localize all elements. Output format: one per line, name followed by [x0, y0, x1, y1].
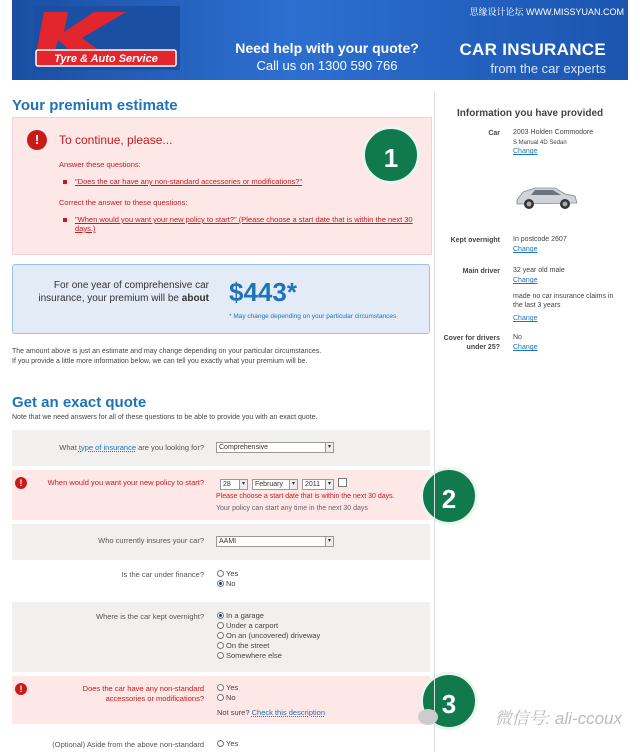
premium-box [12, 264, 430, 334]
error-title: To continue, please... [59, 133, 173, 147]
check-description-link[interactable]: Check this description [251, 708, 325, 717]
watermark-top: 思缘设计论坛 WWW.MISSYUAN.COM [469, 7, 624, 17]
kmart-logo[interactable] [34, 6, 180, 70]
cover-label: Cover for drivers under 25? [443, 335, 500, 351]
row-insurance-type [12, 430, 430, 466]
product-title-main: CAR INSURANCE [459, 40, 606, 59]
overnight-option-street[interactable]: On the street [217, 641, 269, 651]
chevron-down-icon: ▾ [289, 480, 297, 489]
start-date-note: Your policy can start any time in the next 30 days [216, 505, 368, 512]
car-image [513, 176, 579, 214]
car-value: 2003 Holden Commodore [513, 129, 594, 136]
product-title [459, 40, 606, 76]
row-start-date [12, 470, 430, 520]
exact-quote-heading: Get an exact quote [12, 394, 147, 411]
radio-icon [217, 652, 224, 659]
driver-value: 32 year old male [513, 267, 565, 274]
change-claims-link[interactable]: Change [513, 315, 538, 322]
start-date-error: Please choose a start date that is within the next 30 days. [216, 493, 395, 500]
change-kept-link[interactable]: Change [513, 246, 538, 253]
change-car-link[interactable]: Change [513, 148, 538, 155]
finance-no-radio[interactable]: No [217, 579, 236, 589]
answer-item-link[interactable]: "Does the car have any non-standard accessories or modifications?" [75, 177, 303, 186]
premium-note: * May change depending on your particular circumstances [229, 313, 397, 320]
mods-no-radio[interactable]: No [217, 693, 236, 703]
overnight-option-garage[interactable]: In a garage [217, 611, 264, 621]
driver-label: Main driver [462, 268, 500, 275]
chevron-down-icon: ▾ [325, 537, 333, 546]
kept-value: In postcode 2607 [513, 236, 567, 243]
claims-value: made no car insurance claims in the last 3 years [513, 293, 614, 309]
bullet [63, 180, 67, 184]
label-modifications: Does the car have any non-standard accessories or modifications? [82, 684, 204, 703]
current-insurer-select[interactable]: AAMI ▾ [216, 536, 334, 547]
label-optional: (Optional) Aside from the above non-standard [52, 740, 204, 749]
help-phone[interactable]: Call us on 1300 590 766 [256, 58, 398, 73]
radio-icon [217, 622, 224, 629]
chevron-down-icon: ▾ [239, 480, 247, 489]
bullet [63, 218, 67, 222]
kept-label: Kept overnight [450, 237, 500, 244]
row-overnight [12, 602, 430, 672]
info-sidebar [434, 92, 640, 752]
logo-text: Tyre & Auto Service [54, 53, 158, 65]
site-header [12, 0, 628, 80]
step-badge-1: 1 [362, 126, 420, 184]
calendar-icon[interactable] [338, 478, 347, 487]
row-current-insurer [12, 524, 430, 560]
insurance-type-select[interactable]: Comprehensive ▾ [216, 442, 334, 453]
change-cover-link[interactable]: Change [513, 344, 538, 351]
radio-icon [217, 684, 224, 691]
radio-selected-icon [217, 580, 224, 587]
label-current-insurer: Who currently insures your car? [98, 536, 204, 545]
overnight-option-carport[interactable]: Under a carport [217, 621, 278, 631]
start-day-select[interactable]: 28 ▾ [220, 479, 248, 490]
cover-value: No [513, 334, 522, 341]
car-label: Car [488, 130, 500, 137]
correct-label: Correct the answer to these questions: [59, 198, 188, 207]
error-icon: ! [15, 477, 27, 489]
radio-icon [217, 694, 224, 701]
wechat-icon [418, 709, 438, 725]
mods-yes-radio[interactable]: Yes [217, 683, 238, 693]
exact-quote-note: Note that we need answers for all of these questions to be able to provide you with an exact quote. [12, 414, 318, 421]
watermark-bottom: 微信号: ali-ccoux [494, 709, 622, 728]
overnight-option-driveway[interactable]: On an (uncovered) driveway [217, 631, 320, 641]
error-icon: ! [27, 130, 47, 150]
premium-amount: $443* [229, 277, 297, 307]
start-year-select[interactable]: 2011 ▾ [302, 479, 334, 490]
finance-yes-radio[interactable]: Yes [217, 569, 238, 579]
product-title-sub: from the car experts [490, 61, 606, 76]
label-overnight: Where is the car kept overnight? [96, 612, 204, 621]
premium-text: For one year of comprehensive car insurance, your premium will be about [38, 280, 209, 304]
estimate-disclaimer: The amount above is just an estimate and may change depending on your particular circumstances. If you provide a little more information below, we can tell you exactly what your premium will be. [12, 348, 322, 365]
estimate-heading: Your premium estimate [12, 97, 178, 114]
correct-item-link[interactable]: "When would you want your new policy to start?" (Please choose a start date that is within the next 30 days.) [75, 215, 413, 233]
optional-yes-radio[interactable]: Yes [217, 739, 238, 749]
radio-icon [217, 740, 224, 747]
label-insurance-type: What type of insurance are you looking for? [59, 443, 204, 452]
chevron-down-icon: ▾ [325, 443, 333, 452]
help-line-1: Need help with your quote? [235, 40, 419, 56]
answer-label: Answer these questions: [59, 160, 141, 169]
change-driver-link[interactable]: Change [513, 277, 538, 284]
type-of-insurance-link[interactable]: type of insurance [78, 443, 137, 452]
car-sub: S Manual 4D Sedan [513, 140, 567, 146]
radio-icon [217, 570, 224, 577]
help-callout [232, 40, 422, 73]
label-start-date: When would you want your new policy to start? [47, 478, 204, 487]
overnight-option-elsewhere[interactable]: Somewhere else [217, 651, 282, 661]
chevron-down-icon: ▾ [325, 480, 333, 489]
sidebar-title: Information you have provided [457, 108, 604, 119]
radio-icon [217, 642, 224, 649]
step-badge-2: 2 [420, 467, 478, 525]
label-finance: Is the car under finance? [121, 570, 204, 579]
row-modifications [12, 676, 430, 724]
not-sure-text: Not sure? Check this description [217, 708, 325, 717]
row-optional [12, 734, 430, 752]
start-month-select[interactable]: February ▾ [252, 479, 298, 490]
step-badge-3: 3 [420, 672, 478, 730]
radio-icon [217, 632, 224, 639]
radio-selected-icon [217, 612, 224, 619]
row-finance [12, 564, 430, 598]
error-icon: ! [15, 683, 27, 695]
